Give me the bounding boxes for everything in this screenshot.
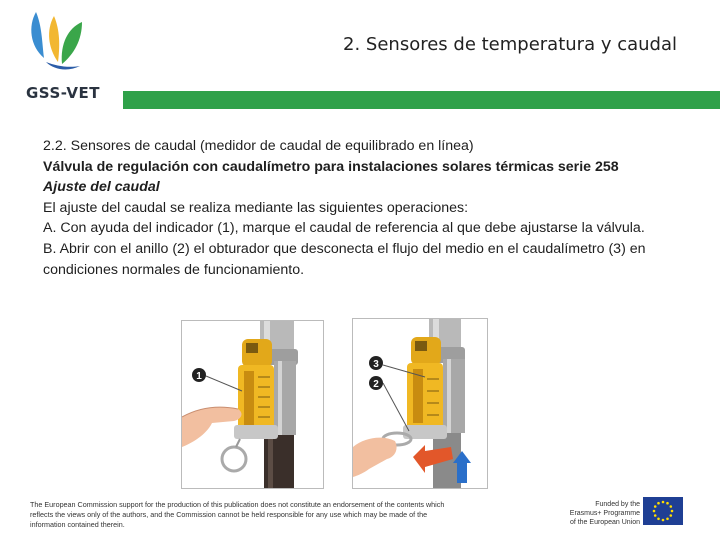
eu-flag-icon: [643, 497, 683, 525]
funded-by-text: [552, 500, 640, 527]
funded-line-3: of the European Union: [569, 519, 640, 526]
slide-content: [43, 136, 698, 280]
funded-line-1: Funded by the: [595, 501, 640, 508]
subtitle: 2.2. Sensores de caudal (medidor de caudal de equilibrado en línea): [43, 138, 474, 154]
valve-photo-ring: [352, 318, 488, 489]
step-a: A. Con ayuda del indicador (1), marque el caudal de referencia al que debe ajustarse la válvula.: [43, 220, 645, 237]
callout-3: 3: [373, 359, 379, 370]
eu-disclaimer: The European Commission support for the production of this publication does not constitute an endorsement of the contents which reflects the views only of the authors, and the Commission cannot be held responsible for any use which may be made of the information contained therein.: [30, 500, 445, 529]
intro-text: El ajuste del caudal se realiza mediante las siguientes operaciones:: [43, 199, 469, 216]
step-b: B. Abrir con el anillo (2) el obturador que desconecta el flujo del medio en el caudalímetro (3) en condiciones normales de funcionamiento.: [43, 240, 646, 278]
heading: Válvula de regulación con caudalímetro para instalaciones solares térmicas serie 258: [43, 158, 619, 175]
leaf-logo-icon: [24, 8, 104, 84]
section-title: Ajuste del caudal: [43, 179, 160, 196]
callout-1: 1: [196, 371, 202, 382]
gss-vet-logo: [24, 8, 104, 104]
valve-photo-indicator: [181, 320, 324, 489]
funded-line-2: Erasmus+ Programme: [569, 510, 640, 517]
callout-2: 2: [373, 379, 379, 390]
logo-text: GSS-VET: [26, 84, 100, 102]
header-accent-bar: [123, 91, 720, 109]
page-title: 2. Sensores de temperatura y caudal: [343, 34, 677, 55]
